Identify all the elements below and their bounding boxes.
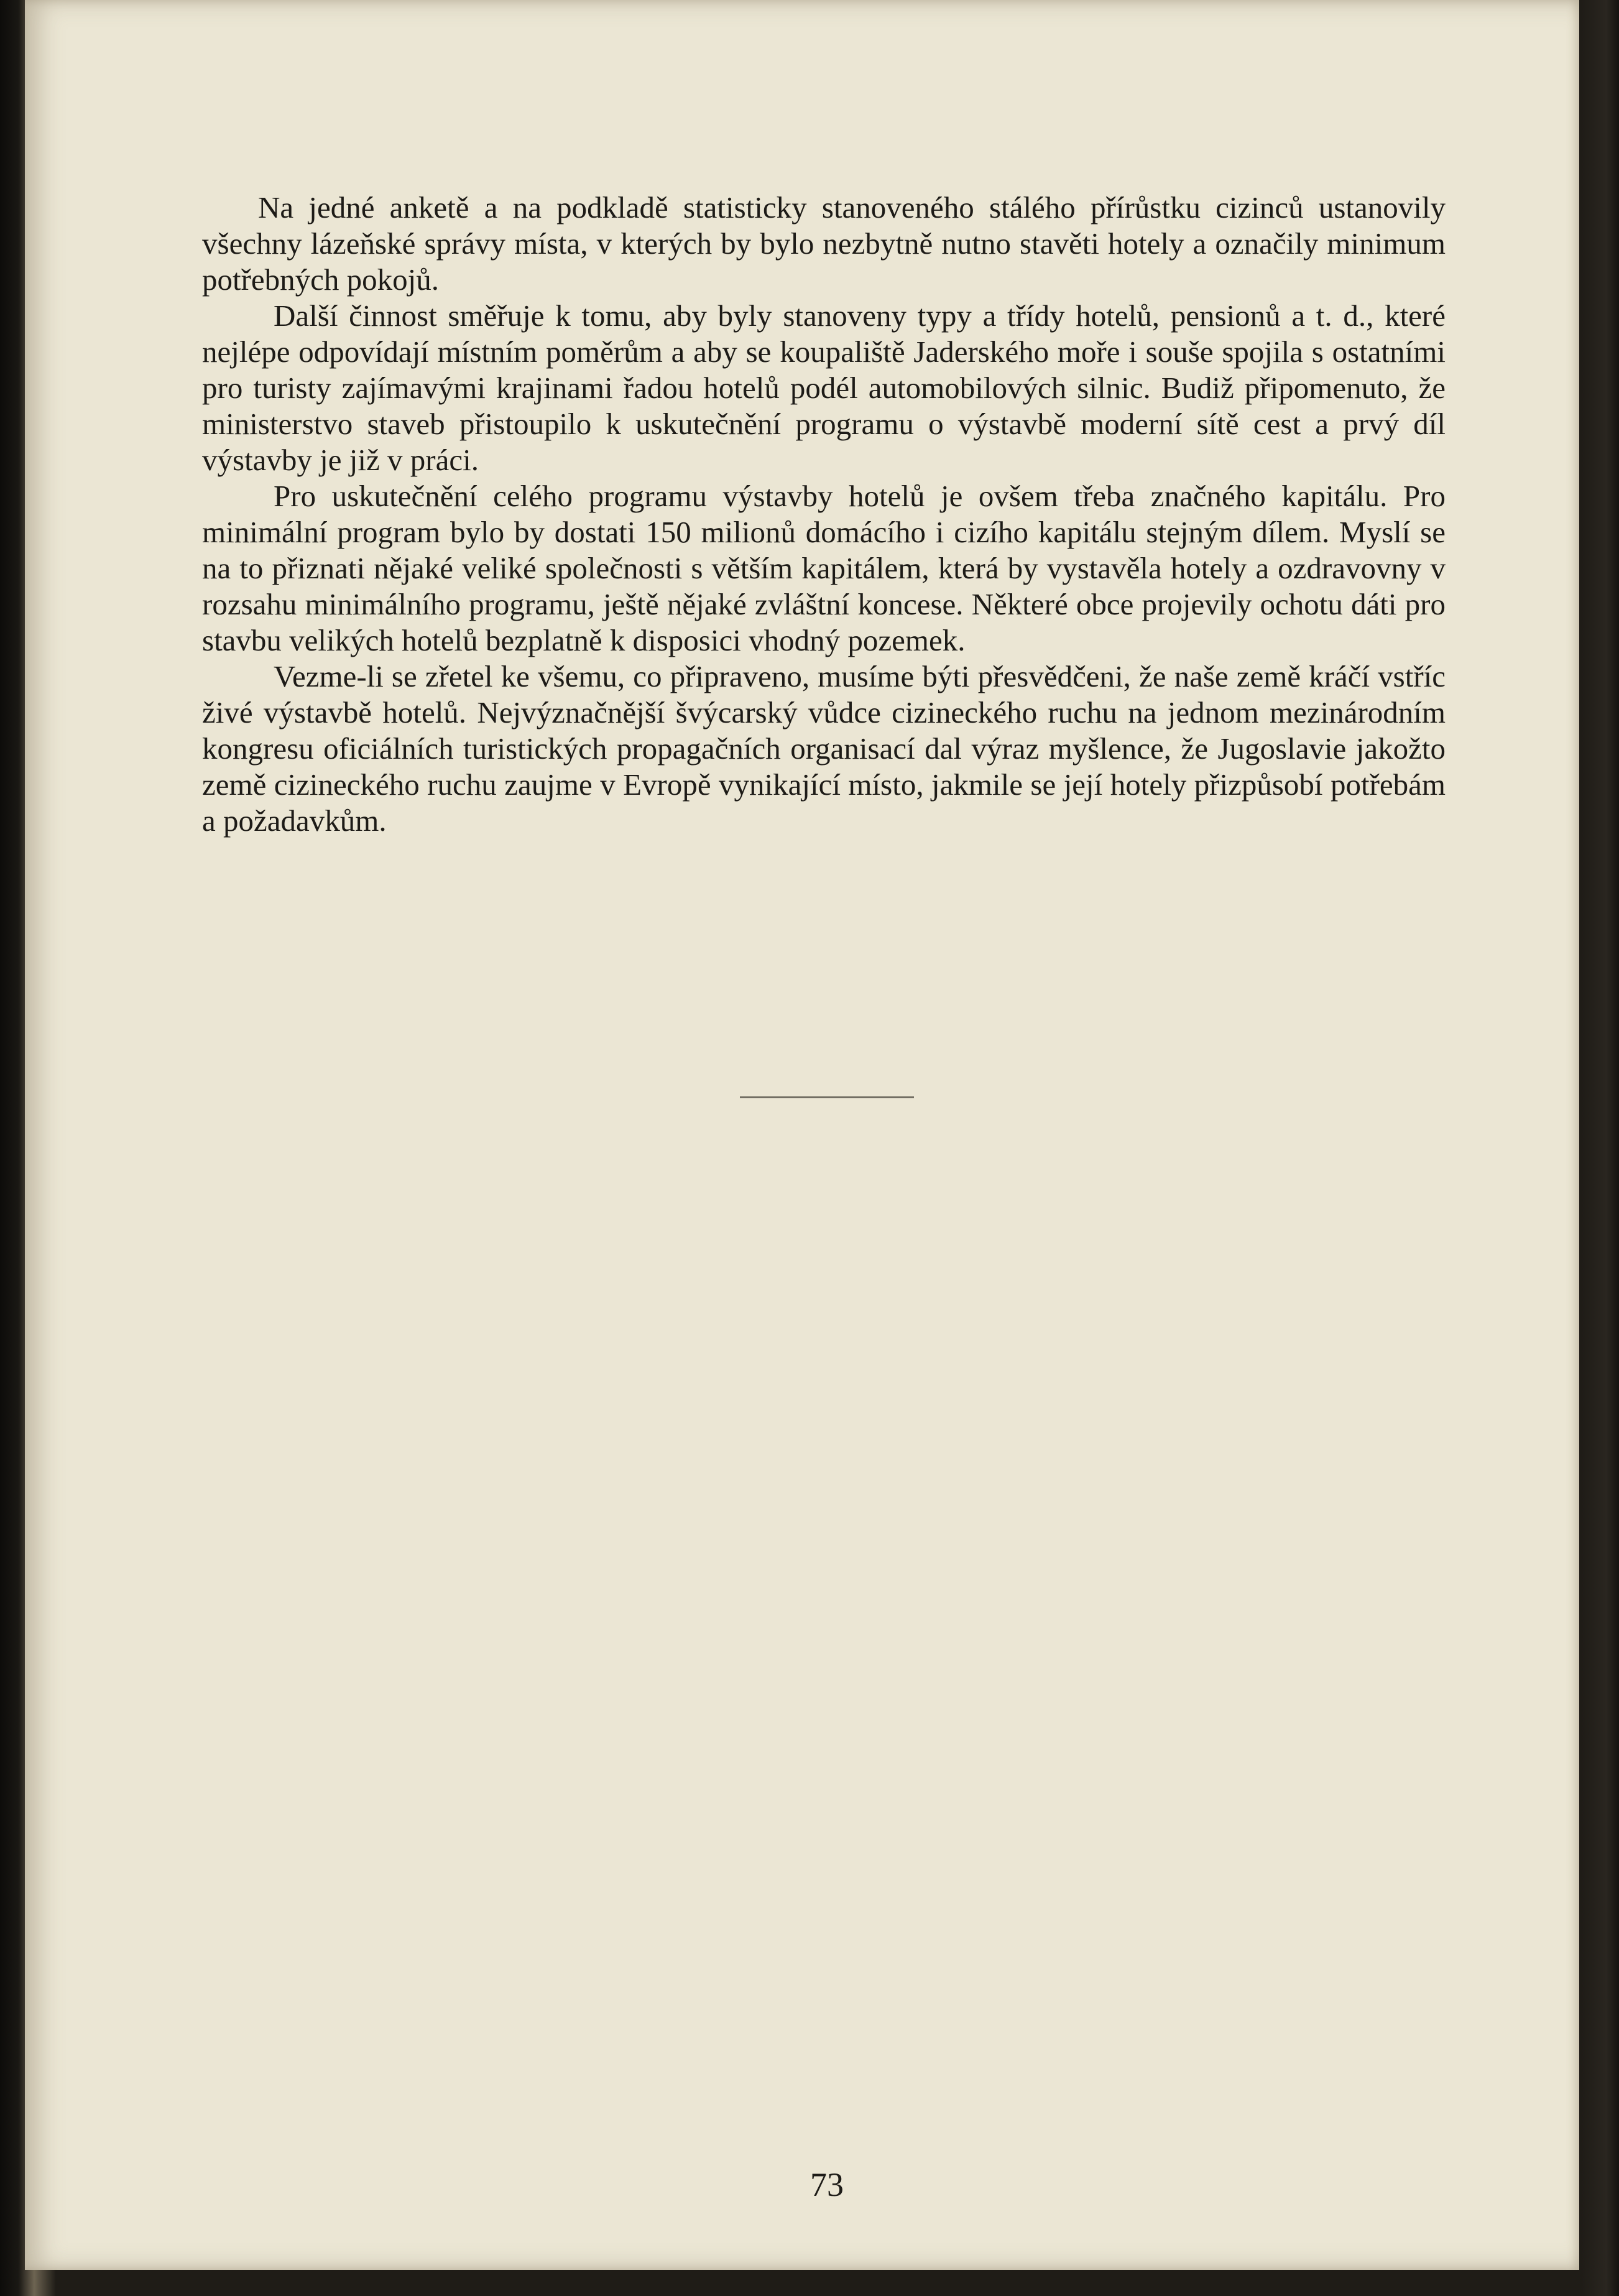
section-divider — [740, 1096, 914, 1098]
paragraph-1: Na jedné anketě a na podkladě statisticky stanoveného stálého přírůstku cizinců ustanovily všechny lázeňské správy místa, v kterých by bylo nezbytně nutno stavěti hotely a označily minimum potřebných pokojů. — [202, 190, 1446, 297]
body-text — [202, 190, 1446, 839]
page-number: 73 — [810, 2166, 844, 2203]
page-edge-shadow — [1582, 0, 1619, 2296]
paragraph-2: Další činnost směřuje k tomu, aby byly stanoveny typy a třídy hotelů, pensionů a t. d., které nejlépe odpovídají místním poměrům a aby se koupaliště Jaderského moře i souše spojila s ostatními pro turisty zajímavými krajinami řadou hotelů podél automobilových silnic. Budiž připomenuto, že ministerstvo staveb přistoupilo k uskutečnění programu o výstavbě moderní sítě cest a prvý díl výstavby je již v práci. — [202, 299, 1446, 477]
paragraph-4: Vezme-li se zřetel ke všemu, co připraveno, musíme býti přesvědčeni, že naše země kráčí vstříc živé výstavbě hotelů. Nejvýznačnější švýcarský vůdce cizineckého ruchu na jednom mezinárodním kongresu oficiálních turistických propagačních organisací dal výraz myšlence, že Jugoslavie jakožto země cizineckého ruchu zaujme v Evropě vynikající místo, jakmile se její hotely přizpůsobí potřebám a požadavkům. — [202, 659, 1446, 838]
paragraph-3: Pro uskutečnění celého programu výstavby hotelů je ovšem třeba značného kapitálu. Pro minimální program bylo by dostati 150 milionů domácího i cizího kapitálu stejným dílem. Myslí se na to přiznati nějaké veliké společnosti s větším kapitálem, která by vystavěla hotely a ozdravovny v rozsahu minimálního programu, ještě nějaké zvláštní koncese. Některé obce projevily ochotu dáti pro stavbu velikých hotelů bezplatně k disposici vhodný pozemek. — [202, 479, 1446, 657]
